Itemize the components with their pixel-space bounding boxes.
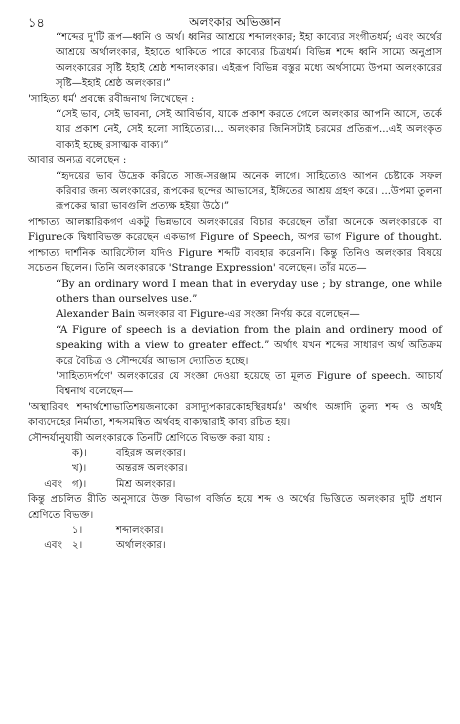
paragraph: কিন্তু প্রচলিত রীতি অনুসারে উক্ত বিভাগ বর্জিত হয়ে শব্দ ও অর্থের ভিত্তিতে অলংকার দুটি প্রধান শ্রেণিতে বিভক্ত। [28, 494, 442, 521]
paragraph: 'সাহিত্য ধর্ম' প্রবন্ধে রবীন্দ্রনাথ লিখেছেন : [28, 93, 195, 105]
list-conjunction: এবং [44, 540, 62, 552]
paragraph: সৌন্দর্যানুযায়ী অলংকারকে তিনটি শ্রেণিতে বিভক্ত করা যায় : [28, 432, 271, 444]
list-number: ক)। [72, 447, 87, 459]
list-conjunction [28, 461, 62, 476]
paragraph: “শব্দের দু'টি রূপ—ধ্বনি ও অর্থ। ধ্বনির আশ্রয়ে শব্দালংকার; ইহা কাব্যের সংগীতধর্ম; এবং অর্থের আশ্রয়ে অর্থালংকার, ইহাতে থাকিতে পারে কাব্যের চিত্রধর্ম। বিভিন্ন শব্দে ধ্বনি সাম্যে অনুপ্রাস অলংকারের সৃষ্টি ইহাই শ্রেষ্ঠ শব্দালংকার। এইরূপ বিভিন্ন বস্তুর মধ্যে অর্থসাম্যে উপমা অলংকারের সৃষ্টি—ইহাই শ্রেষ্ঠ অলংকার।” [56, 32, 442, 90]
list-item [28, 523, 442, 538]
paragraph: Alexander Bain অলংকার বা Figure-এর সংজ্ঞা নির্ণয় করে বলেছেন— [56, 309, 360, 321]
list-number: খ)। [72, 463, 87, 475]
paragraph: আবার অন্যত্র বলেছেন : [28, 155, 127, 167]
paragraph: “A Figure of speech is a deviation from the plain and ordinery mood of speaking with a view to greater effect.” অর্থাৎ যখন শব্দের সাধারণ অর্থ অতিক্রম করে বৈচিত্র ও সৌন্দর্যের আভাস দ্যোতিত হচ্ছে। [56, 324, 442, 367]
list-text: বহিরঙ্গ অলংকার। [116, 447, 186, 459]
page-body [28, 30, 442, 554]
list-number: গ)। [72, 478, 87, 490]
list-text: শব্দালংকার। [116, 525, 164, 536]
list-conjunction [28, 523, 62, 538]
list-item [28, 538, 442, 553]
paragraph: 'অস্থারিবৎ শব্দার্থশোভাতিশয়জনাকো রসাদ্যুপকারকোহস্থিরধর্মঃ' অর্থাৎ অঙ্গাদি তুল্য শব্দ ও অর্থই কাব্যদেহের নির্মাতা, শব্দসমন্বিত অর্থবহ বাক্যদ্বারাই কাব্য রচিত হয়। [28, 401, 442, 429]
paragraph: পাশ্চাত্য আলঙ্কারিকগণ একটু ভিন্নভাবে অলংকারের বিচার করেছেন তাঁরা অনেকে অলংকারকে বা Figureকে দ্বিধাবিভক্ত করেছেন একভাগ Figure of Speech, অপর ভাগ Figure of thought. পাশ্চাত্য দার্শনিক আরিস্টোল যদিও Figure শব্দটি ব্যবহার করেননি। কিন্তু তিনিও অলংকার বিষয়ে সচেতন ছিলেন। তিনি অলংকারকে 'Strange Expression' বলেছেন। তাঁর মতে— [28, 216, 442, 275]
list-text: অন্তরঙ্গ অলংকার। [116, 463, 188, 475]
paragraph: “সেই ভাব, সেই ভাবনা, সেই আবির্ভাব, যাকে প্রকাশ করতে গেলে অলংকার আপনি আসে, তর্কে যার প্রকাশ নেই, সেই হলো সাহিত্যের।... অলংকার জিনিসটাই চরমের প্রতিরূপ...এই অলংকৃত বাক্যই হচ্ছে রসাত্মক বাক্য।” [56, 109, 442, 151]
paragraph: “By an ordinary word I mean that in everyday use ; by strange, one while others than ourselves use.” [56, 278, 442, 305]
list-text: মিশ্র অলংকার। [116, 478, 176, 490]
page-number: ১৪ [28, 16, 45, 31]
list-item [28, 446, 442, 461]
paragraph: “হৃদয়ের ভাব উদ্রেক করিতে সাজ-সরঞ্জাম অনেক লাগে। সাহিত্যেও আপন চেষ্টাকে সফল করিবার জন্য অলংকারের, রূপকের ছন্দের আভাসের, ইঙ্গিতের আশ্রয় গ্রহণ করে। ...উপমা তুলনা রূপকের দ্বারা ভাবগুলি প্রত্যক্ষ হইয়া উঠে।” [56, 170, 442, 213]
list-item [28, 461, 442, 476]
list-text: অর্থালংকার। [116, 540, 166, 552]
list-number: ২। [72, 540, 83, 552]
running-title: অলংকার অভিজ্ঞান [189, 15, 281, 29]
list-item [28, 477, 442, 492]
paragraph: 'সাহিত্যদর্পণে' অলংকারের যে সংজ্ঞা দেওয়া হয়েছে তা মূলত Figure of speech. আচার্য বিশ্বনাথ বলেছেন— [56, 370, 442, 398]
list-conjunction [28, 446, 62, 461]
list-conjunction: এবং [44, 478, 62, 490]
page-header [28, 8, 442, 30]
list-number: ১। [72, 525, 83, 536]
